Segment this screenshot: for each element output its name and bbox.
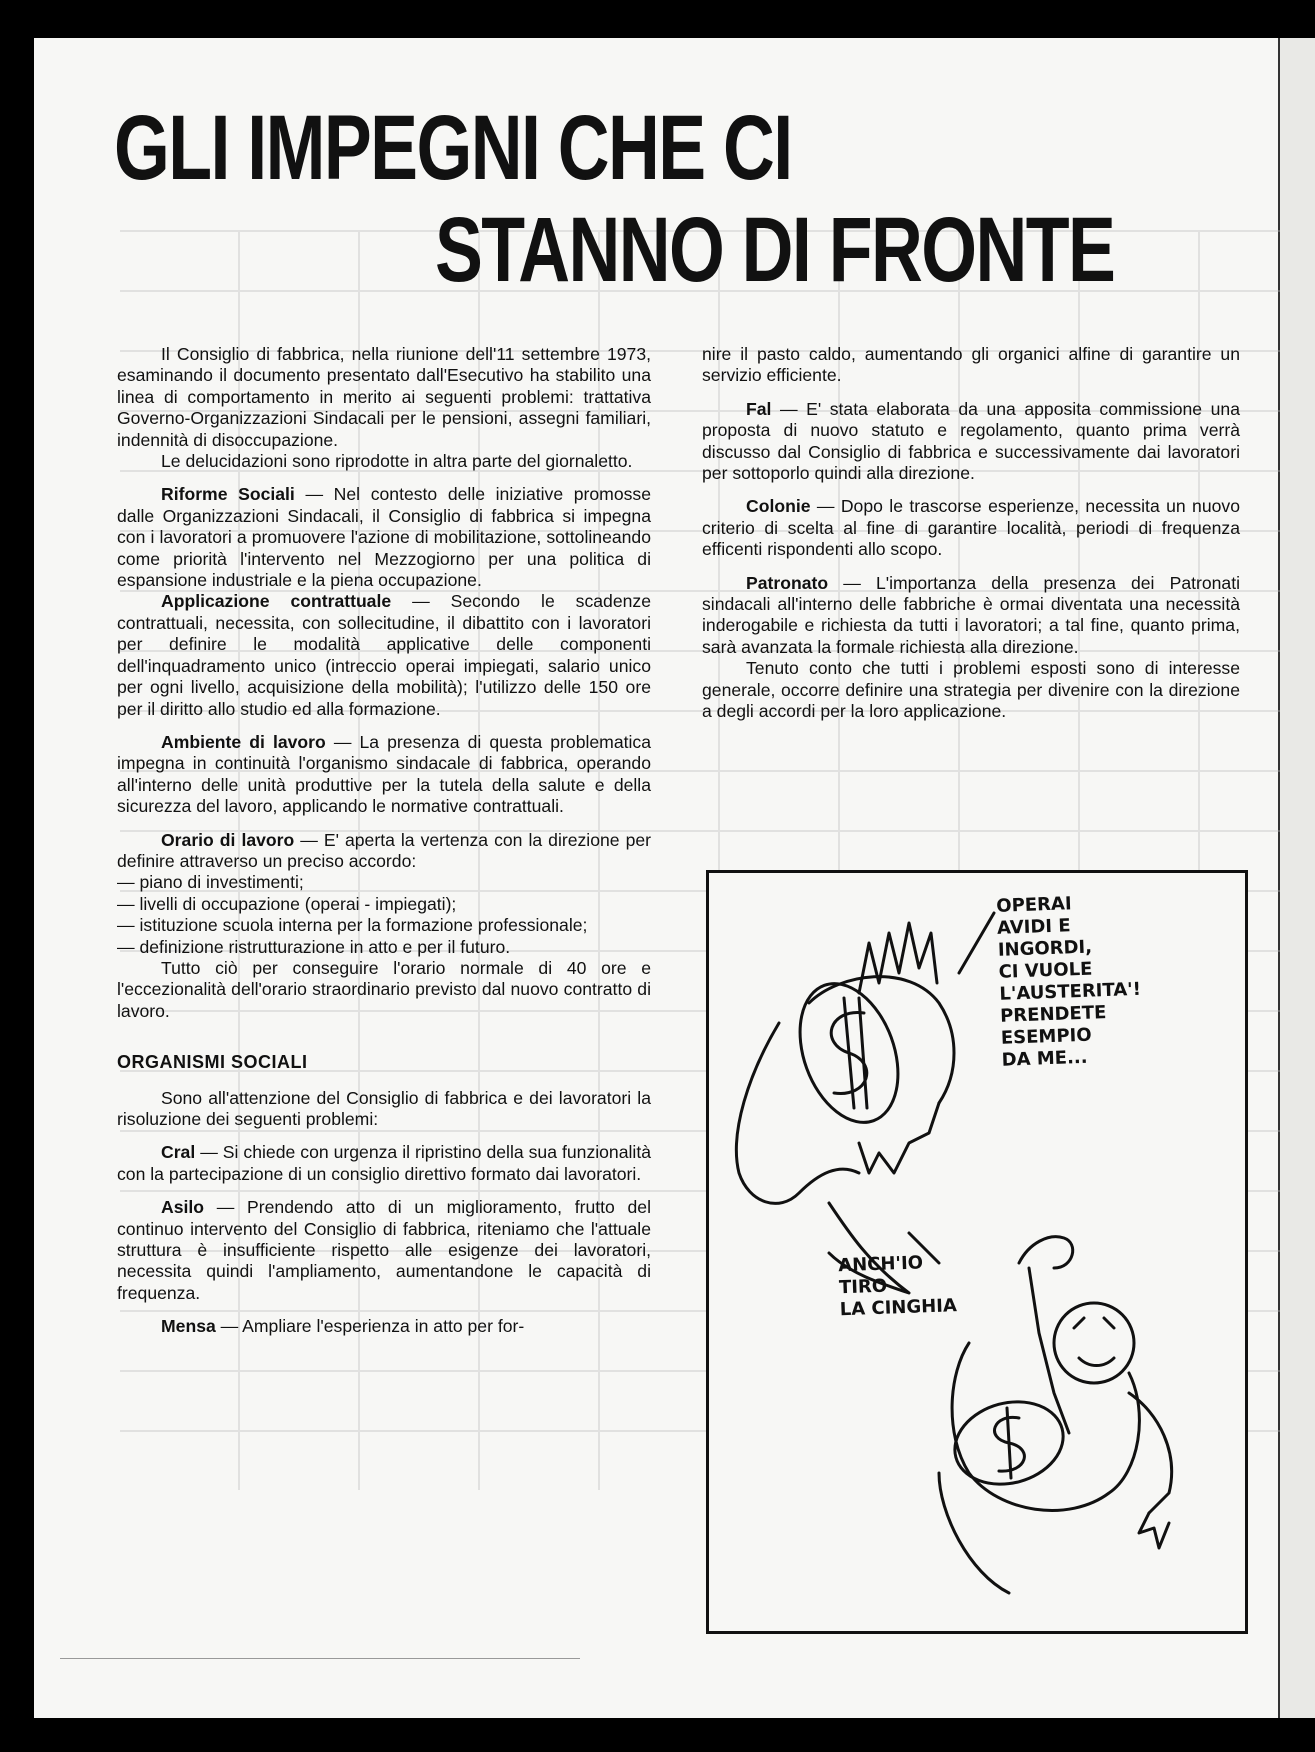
speech-line: OPERAI [995,893,1072,917]
article-column-2 [702,344,1240,723]
list-item: — livelli di occupazione (operai - impiegati); [117,894,651,915]
fal-paragraph [702,399,1240,485]
footer-rule [60,1658,580,1659]
ambiente-text: — La presenza di questa problematica impegna in continuità l'organismo sindacale di fabbrica, operando all'interno delle unità produttive per la tutela della salute e della sicurezza del lavoro, applicando le normative contrattuali. [117,731,651,817]
orario-text: — E' aperta la vertenza con la direzione per definire attraverso un preciso accordo: [117,829,651,871]
applicazione-paragraph [117,591,651,719]
list-item: — definizione ristrutturazione in atto e per il futuro. [117,937,651,958]
mensa-continued: nire il pasto caldo, aumentando gli organici alfine di garantire un servizio efficiente. [702,344,1240,386]
speech-line: PRENDETE [999,1002,1107,1027]
patronato-heading: Patronato [746,572,829,593]
speech-line: INGORDI, [997,936,1093,961]
headline-line-1: GLI IMPEGNI CHE CI [114,97,792,199]
colonie-text: — Dopo le trascorse esperienze, necessita un nuovo criterio di scelta al fine di garantire località, periodi di frequenza efficenti rispondenti allo scopo. [702,496,1240,560]
speech-line: CI VUOLE [998,958,1093,983]
intro-paragraph: Il Consiglio di fabbrica, nella riunione dell'11 settembre 1973, esaminando il documento presentato dall'Esecutivo ha stabilito una linea di comportamento in merito ai seguenti problemi: trattativa Governo-Organizzazioni Sindacali per le pensioni, assegni familiari, indennità di disoccupazione. [117,344,651,450]
satirical-cartoon [706,870,1248,1634]
headline-line-2: STANNO DI FRONTE [435,199,1115,301]
speech-line: L'AUSTERITA'! [999,978,1142,1005]
cartoon-speech-worker [838,1251,970,1321]
cral-text: — Si chiede con urgenza il ripristino della sua funzionalità con la partecipazione di un consiglio direttivo formato dai lavoratori. [117,1142,651,1184]
riforme-paragraph [117,484,651,591]
orario-paragraph [117,830,651,873]
cral-paragraph [117,1142,651,1185]
speech-line: DA ME... [1001,1046,1088,1071]
applicazione-text: — Secondo le scadenze contrattuali, necessita, con sollecitudine, il dibattito con i lavoratori per definire le modalità applicative delle componenti dell'inquadramento unico (intreccio operai impiegati, salario unico per ogni livello, acquisizione della mobilità); l'utilizzo delle 150 ore per il diritto allo studio ed alla formazione. [117,591,651,719]
colonie-paragraph [702,496,1240,560]
patronato-text: — L'importanza della presenza dei Patronati sindacali all'interno delle fabbriche è ormai diventata una necessità inderogabile e richiesta da tutti i lavoratori; a tal fine, quanto prima, sarà avanzata la formale richiesta alla direzione. [702,572,1240,657]
speech-line: ESEMPIO [1000,1024,1092,1049]
section-heading-organismi: ORGANISMI SOCIALI [117,1052,308,1073]
list-item: — istituzione scuola interna per la formazione professionale; [117,915,651,936]
intro-paragraph-2: Le delucidazioni sono riprodotte in altra parte del giornaletto. [161,451,633,472]
mensa-text: — Ampliare l'esperienza in atto per for- [215,1316,525,1337]
ambiente-paragraph [117,732,651,818]
speech-line: TIRO [838,1275,888,1299]
asilo-text: — Prendendo atto di un miglioramento, frutto del continuo intervento del Consiglio di fabbrica, riteniamo che l'attuale struttura è insufficiente rispetto alle esigenze dei lavoratori, necessita quindi l'ampliamento, aumentandone le capacità di frequenza. [117,1197,651,1303]
mensa-heading: Mensa [161,1316,216,1337]
speech-line: LA CINGHIA [839,1295,958,1321]
ambiente-heading: Ambiente di lavoro [161,731,326,752]
asilo-paragraph [117,1197,651,1304]
article-column-1 [117,344,651,1338]
orario-list [117,872,651,958]
organismi-intro: Sono all'attenzione del Consiglio di fabbrica e dei lavoratori la risoluzione dei seguenti problemi: [117,1087,651,1129]
colonie-heading: Colonie [746,496,811,517]
asilo-heading: Asilo [161,1197,205,1218]
riforme-heading: Riforme Sociali [161,484,295,505]
applicazione-heading: Applicazione contrattuale [161,591,392,612]
cartoon-drawing [709,873,1245,1631]
cral-heading: Cral [161,1142,196,1163]
list-item: — piano di investimenti; [117,872,651,893]
fal-text: — E' stata elaborata da una apposita commissione una proposta di nuovo statuto e regolamento, quanto prima verrà discusso dal Consiglio di fabbrica e successivamente dai lavoratori per sottoporlo quindi alla direzione. [702,398,1240,484]
next-page-edge [1278,38,1315,1718]
speech-line: AVIDI E [996,915,1071,939]
cartoon-speech-boss [996,890,1162,1071]
mensa-paragraph [117,1316,651,1337]
orario-close-paragraph: Tutto ciò per conseguire l'orario normale di 40 ore e l'eccezionalità dell'orario straordinario previsto dal nuovo contratto di lavoro. [117,957,651,1021]
orario-heading: Orario di lavoro [161,829,295,850]
patronato-paragraph [702,573,1240,659]
riforme-text: — Nel contesto delle iniziative promosse dalle Organizzazioni Sindacali, il Consiglio di fabbrica si impegna con i lavoratori a promuovere l'azione di mobilitazione, sottolineando come priorità l'intervento nel Mezzogiorno per una politica di espansione industriale e la piena occupazione. [117,484,651,591]
speech-line: ANCH'IO [837,1252,924,1277]
closing-paragraph: Tenuto conto che tutti i problemi esposti sono di interesse generale, occorre definire una strategia per divenire con la direzione a degli accordi per la loro applicazione. [702,658,1240,722]
fal-heading: Fal [746,398,772,419]
